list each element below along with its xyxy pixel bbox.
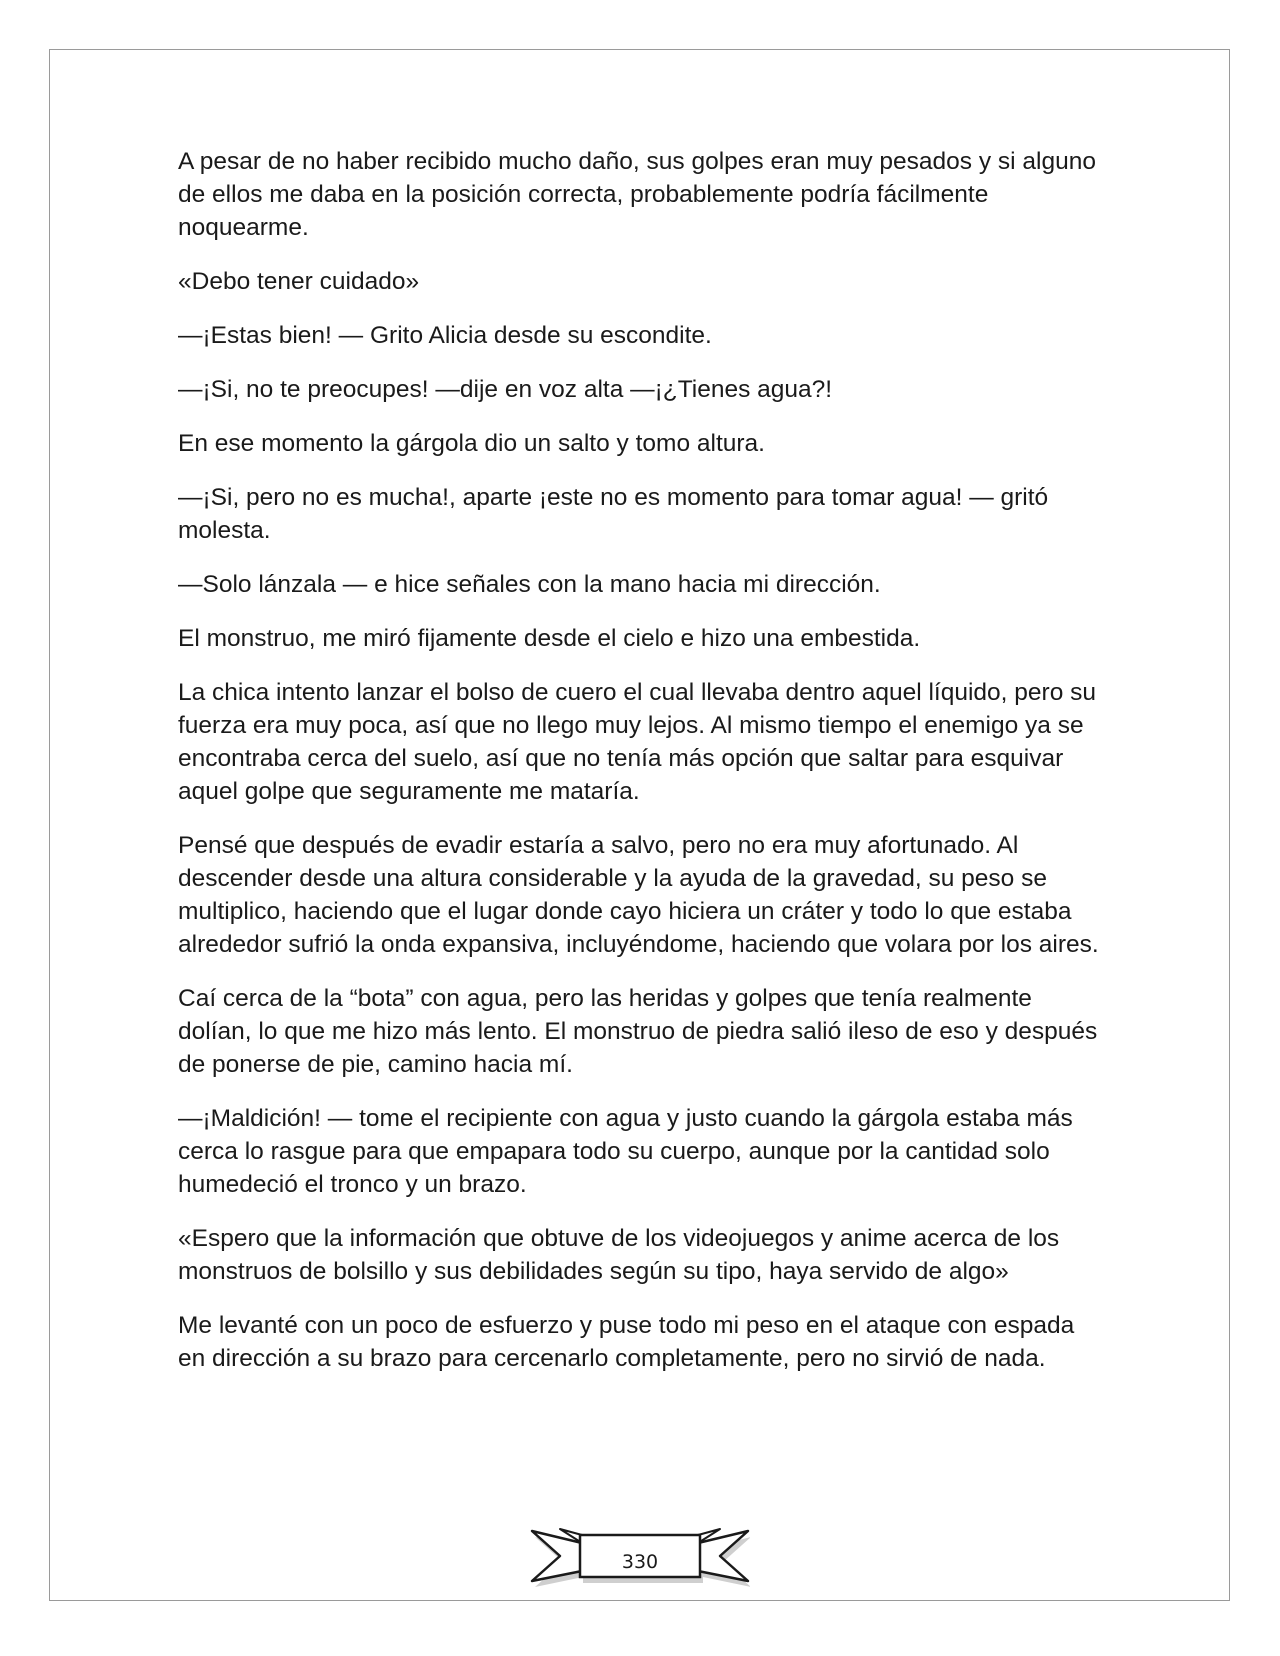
paragraph: «Debo tener cuidado» <box>178 268 420 295</box>
paragraph: «Espero que la información que obtuve de los videojuegos y anime acerca de los monstruos de bolsillo y sus debilidades según su tipo, haya servido de algo» <box>178 1225 1060 1285</box>
paragraph: En ese momento la gárgola dio un salto y tomo altura. <box>178 430 765 457</box>
page-number-banner <box>530 1515 750 1595</box>
body-text <box>178 145 1103 1396</box>
paragraph: A pesar de no haber recibido mucho daño, sus golpes eran muy pesados y si alguno de ellos me daba en la posición correcta, probablemente podría fácilmente noquearme. <box>178 148 1096 241</box>
paragraph: Pensé que después de evadir estaría a salvo, pero no era muy afortunado. Al descender desde una altura considerable y la ayuda de la gravedad, su peso se multiplico, haciendo que el lugar donde cayo hiciera un cráter y todo lo que estaba alrededor sufrió la onda expansiva, incluyéndome, haciendo que volara por los aires. <box>178 832 1099 958</box>
paragraph: La chica intento lanzar el bolso de cuero el cual llevaba dentro aquel líquido, pero su fuerza era muy poca, así que no llego muy lejos. Al mismo tiempo el enemigo ya se encontraba cerca del suelo, así que no tenía más opción que saltar para esquivar aquel golpe que seguramente me mataría. <box>178 679 1096 805</box>
paragraph: —¡Estas bien! — Grito Alicia desde su escondite. <box>178 322 712 349</box>
paragraph: Me levanté con un poco de esfuerzo y puse todo mi peso en el ataque con espada en dirección a su brazo para cercenarlo completamente, pero no sirvió de nada. <box>178 1312 1075 1372</box>
paragraph: —¡Maldición! — tome el recipiente con agua y justo cuando la gárgola estaba más cerca lo rasgue para que empapara todo su cuerpo, aunque por la cantidad solo humedeció el tronco y un brazo. <box>178 1105 1073 1198</box>
page-number: 330 <box>621 1551 659 1573</box>
paragraph: —¡Si, pero no es mucha!, aparte ¡este no es momento para tomar agua! — gritó molesta. <box>178 484 1049 544</box>
paragraph: —¡Si, no te preocupes! —dije en voz alta —¡¿Tienes agua?! <box>178 376 833 403</box>
paragraph: El monstruo, me miró fijamente desde el cielo e hizo una embestida. <box>178 625 921 652</box>
paragraph: —Solo lánzala — e hice señales con la mano hacia mi dirección. <box>178 571 881 598</box>
paragraph: Caí cerca de la “bota” con agua, pero las heridas y golpes que tenía realmente dolían, lo que me hizo más lento. El monstruo de piedra salió ileso de eso y después de ponerse de pie, camino hacia mí. <box>178 985 1098 1078</box>
